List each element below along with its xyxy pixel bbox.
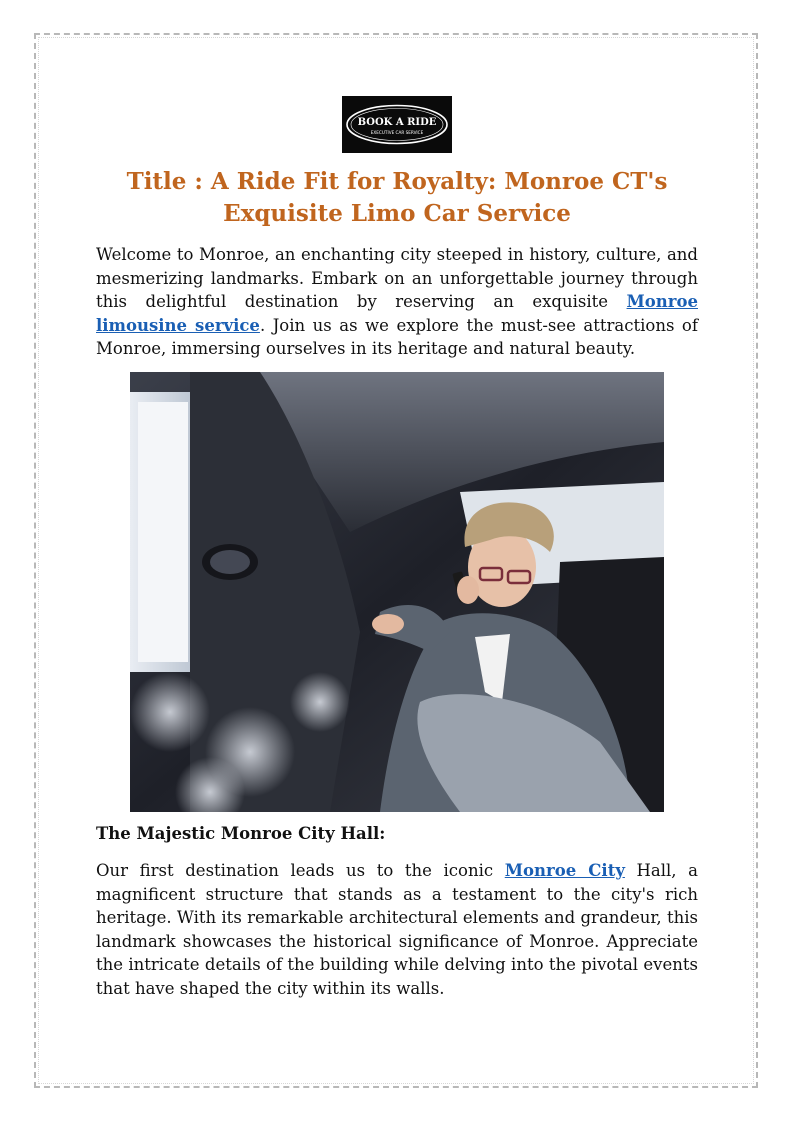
title-line-1: Title : A Ride Fit for Royalty: Monroe CT's [126,168,668,195]
title-line-2: Exquisite Limo Car Service [223,200,571,227]
section-heading: The Majestic Monroe City Hall: [96,824,386,843]
monroe-city-link[interactable]: Monroe City [504,861,625,880]
logo-subtext: EXECUTIVE CAR SERVICE [370,130,424,135]
section-text-end: Hall, a magnificent structure that stands as a testament to the city's rich heritage. With its remarkable architectural elements and grandeur, this landmark showcases the historical significance of Monroe. Appreciate the intricate details of the building while delving into the pivotal events that have shaped the city within its walls. [96,861,699,998]
intro-text-end: . Join us as we explore the must-see attractions of Monroe, immersing ourselves in its heritage and natural beauty. [96,315,698,358]
limousine-service-link[interactable]: Monroe limousine service [96,292,698,335]
logo-text: BOOK A RIDE [357,117,437,128]
section-text-start: Our first destination leads us to the iconic [96,861,505,880]
intro-text-start: Welcome to Monroe, an enchanting city steeped in history, culture, and mesmerizing landmarks. Embark on an unforgettable journey through this delightful destination by reserving an exquisite [96,245,698,311]
section-paragraph [96,859,698,1000]
brand-logo [342,96,452,153]
page-title [96,166,698,230]
intro-paragraph [96,243,698,361]
limo-passenger-photo [130,372,664,812]
